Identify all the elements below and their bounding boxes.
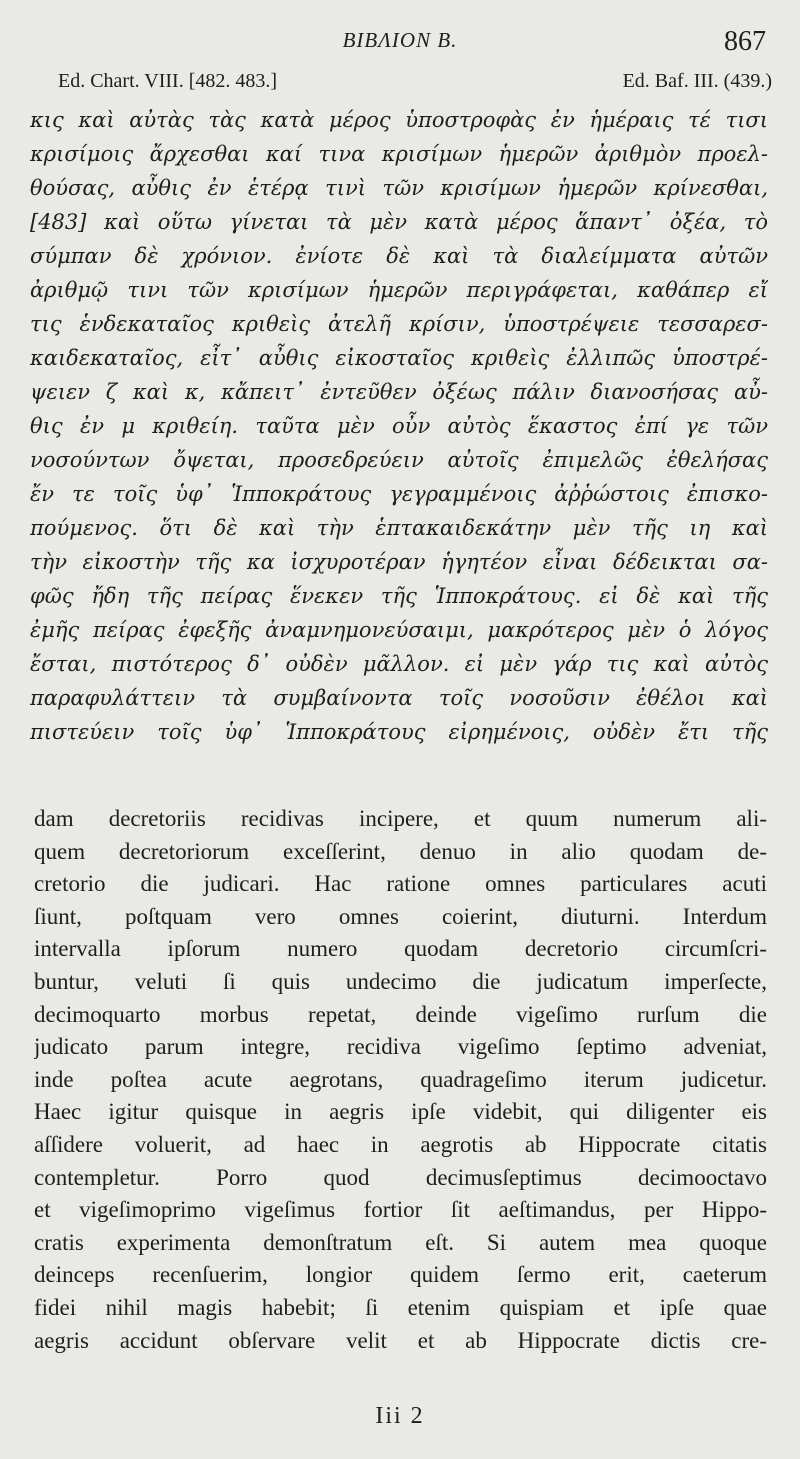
greek-text-line: σύμπαν δὲ χρόνιον. ἐνίοτε δὲ καὶ τὰ διαλείμματα αὐτῶν [30,244,768,268]
greek-text-line: τὴν εἰκοστὴν τῆς κα ἰσχυροτέραν ἡγητέον εἶναι δέδεικται σα- [30,550,768,574]
greek-text-line: νοσούντων ὄψεται, προσεδρεύειν αὐτοῖς ἐπιμελῶς ἐθελήσας [30,448,768,472]
latin-text-line: fidei nihil magis habebit; ſi etenim quispiam et ipſe quae [34,1294,767,1320]
greek-text-line: θούσας, αὖθις ἐν ἑτέρᾳ τινὶ τῶν κρισίμων ἡμερῶν κρίνεσθαι, [30,176,768,200]
printer-signature-mark: Iii 2 [375,1403,425,1429]
greek-text-line: [483] καὶ οὕτω γίνεται τὰ μὲν κατὰ μέρος ἅπαντ᾽ ὀξέα, τὸ [30,210,768,234]
latin-text-line: aſſidere voluerit, ad haec in aegrotis ab Hippocrate citatis [34,1131,767,1157]
greek-text-line: ἀριθμῷ τινι τῶν κρισίμων ἡμερῶν περιγράφεται, καθάπερ εἴ [30,278,768,302]
greek-text-line: τις ἑνδεκαταῖος κριθεὶς ἀτελῆ κρίσιν, ὑποστρέψειε τεσσαρεσ- [30,312,768,336]
latin-text-line: dam decretoriis recidivas incipere, et quum numerum ali- [34,806,767,831]
greek-text-line: κρισίμοις ἄρχεσθαι καί τινα κρισίμων ἡμερῶν ἀριθμὸν προελ- [30,142,768,166]
greek-text-line: πούμενος. ὅτι δὲ καὶ τὴν ἑπτακαιδεκάτην μὲν τῆς ιη καὶ [30,516,768,540]
latin-text-line: deinceps recenſuerim, longior quidem ſermo erit, caeterum [34,1262,767,1288]
greek-text-line: θις ἐν μ κριθείη. ταῦτα μὲν οὖν αὐτὸς ἕκαστος ἐπί γε τῶν [30,414,768,438]
greek-text-line: παραφυλάττειν τὰ συμβαίνοντα τοῖς νοσοῦσιν ἐθέλοι καὶ [30,686,768,710]
edition-reference-right: Ed. Baf. III. (439.) [622,70,772,92]
edition-reference-left: Ed. Chart. VIII. [482. 483.] [58,70,278,92]
latin-text-line: judicato parum integre, recidiva vigeſimo ſeptimo adveniat, [34,1034,767,1060]
page-number: 867 [724,26,766,57]
greek-text-line: ἔν τε τοῖς ὑφ᾽ Ἱπποκράτους γεγραμμένοις ἀῤῥώστοις ἐπισκο- [30,482,768,506]
greek-text-line: κις καὶ αὐτὰς τὰς κατὰ μέρος ὑποστροφὰς ἐν ἡμέραις τέ τισι [30,108,768,132]
latin-text-line: contempletur. Porro quod decimusſeptimus decimooctavo [34,1164,767,1190]
latin-text-line: decimoquarto morbus repetat, deinde vigeſimo rurſum die [34,1001,767,1027]
greek-text-line: φῶς ἤδη τῆς πείρας ἕνεκεν τῆς Ἱπποκράτους. εἰ δὲ καὶ τῆς [30,584,768,608]
latin-text-block [34,803,767,1357]
latin-text-line: aegris accidunt obſervare velit et ab Hippocrate dictis cre- [34,1327,767,1353]
greek-text-block [30,103,768,749]
running-title: BIBΛΙΟΝ B. [342,28,458,52]
latin-text-line: quem decretoriorum exceſſerint, denuo in alio quodam de- [34,838,767,864]
greek-text-line: ἐμῆς πείρας ἐφεξῆς ἀναμνημονεύσαιμι, μακρότερος μὲν ὁ λόγος [30,618,768,642]
latin-text-line: cretorio die judicari. Hac ratione omnes particulares acuti [34,871,767,897]
latin-text-line: cratis experimenta demonſtratum eſt. Si autem mea quoque [34,1229,767,1255]
latin-text-line: et vigeſimoprimo vigeſimus fortior ſit aeſtimandus, per Hippo- [34,1197,767,1223]
greek-text-line: πιστεύειν τοῖς ὑφ᾽ Ἱπποκράτους εἰρημένοις, οὐδὲν ἔτι τῆς [30,720,768,744]
greek-text-line: ψειεν ζ καὶ κ, κἄπειτ᾽ ἐντεῦθεν ὀξέως πάλιν διανοσήσας αὖ- [30,380,768,404]
latin-text-line: intervalla ipſorum numero quodam decretorio circumſcri- [34,936,767,962]
greek-text-line: καιδεκαταῖος, εἶτ᾽ αὖθις εἰκοσταῖος κριθεὶς ἐλλιπῶς ὑποστρέ- [30,346,768,370]
greek-text-line: ἔσται, πιστότερος δ᾽ οὐδὲν μᾶλλον. εἰ μὲν γάρ τις καὶ αὐτὸς [30,652,768,676]
latin-text-line: Haec igitur quisque in aegris ipſe videbit, qui diligenter eis [34,1099,767,1125]
latin-text-line: ſiunt, poſtquam vero omnes coierint, diuturni. Interdum [34,903,767,929]
latin-text-line: buntur, veluti ſi quis undecimo die judicatum imperſecte, [34,968,767,994]
latin-text-line: inde poſtea acute aegrotans, quadrageſimo iterum judicetur. [34,1066,767,1092]
